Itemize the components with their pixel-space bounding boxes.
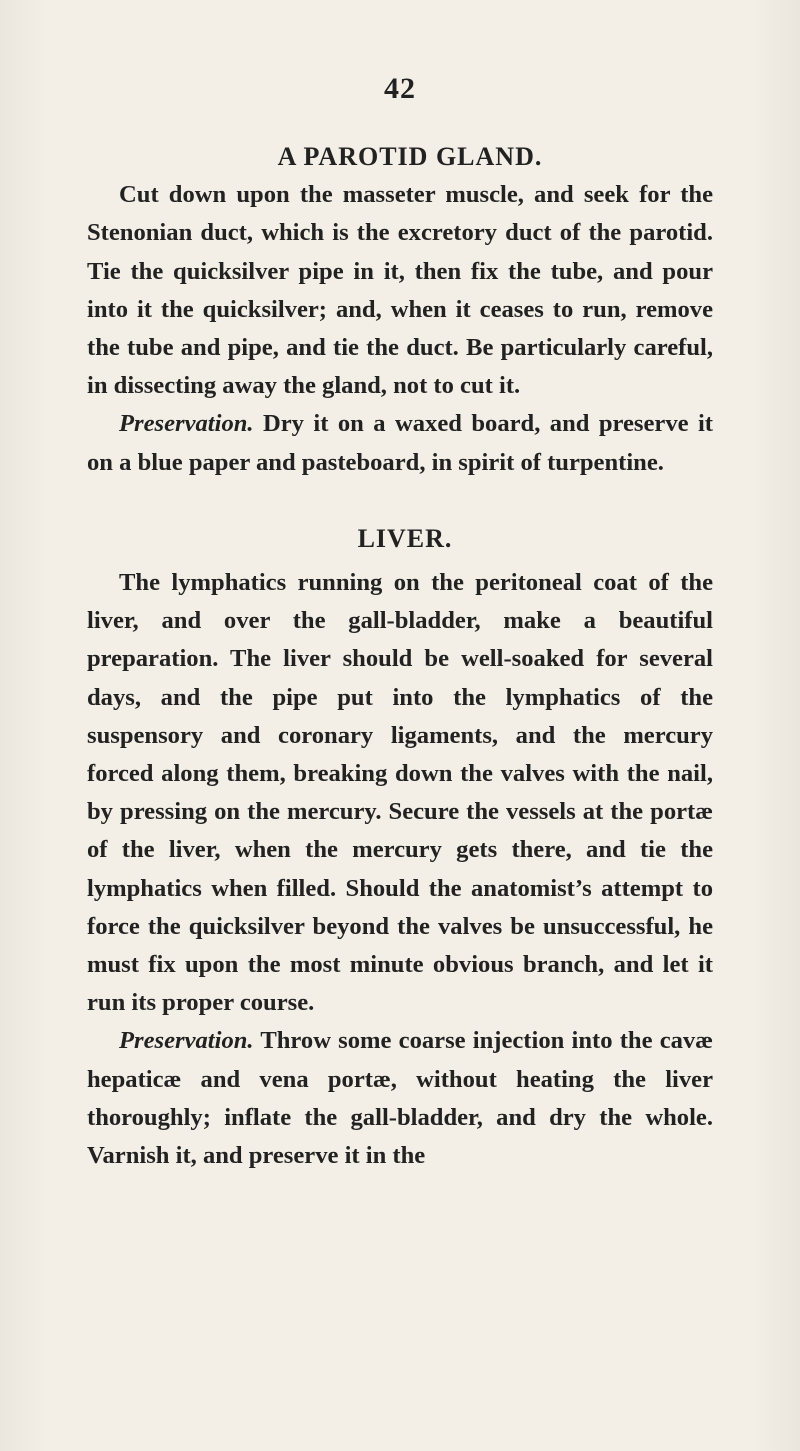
- section-heading-liver: LIVER.: [357, 523, 453, 553]
- paragraph-text: Cut down upon the masseter muscle, and seek for the Stenonian duct, which is the excretory duct of the parotid. Tie the quicksilver pipe in it, then fix the tube, and pour into it the quicksilver; and, when it ceases to run, remove the tube and pipe, and tie the duct. Be particularly careful, in dissecting away the gland, not to cut it.: [87, 181, 713, 400]
- preservation-label: Preservation.: [119, 410, 254, 438]
- page-number: 42: [384, 72, 416, 105]
- paragraph-text: Throw some coarse injection into the cavæ hepaticæ and vena portæ, without heating the liver thoroughly; inflate the gall-bladder, and dry the whole. Varnish it, and preserve it in the: [87, 1027, 713, 1170]
- section-heading-parotid-gland: A PAROTID GLAND.: [277, 142, 543, 171]
- paragraph-parotid-method: [87, 176, 713, 405]
- paragraph-liver-preservation: [87, 1022, 713, 1175]
- preservation-label: Preservation.: [119, 1027, 254, 1055]
- paragraph-text: Dry it on a waxed board, and preserve it on a blue paper and pasteboard, in spirit of turpentine.: [87, 410, 713, 476]
- page-body: [87, 138, 713, 1175]
- paragraph-parotid-preservation: [87, 405, 713, 481]
- paragraph-text: The lymphatics running on the peritoneal coat of the liver, and over the gall-bladder, make a beautiful preparation. The liver should be well-soaked for several days, and the pipe put into the lymphatics of the suspensory and coronary ligaments, and the mercury forced along them, breaking down the valves with the nail, by pressing on the mercury. Secure the vessels at the portæ of the liver, when the mercury gets there, and tie the lymphatics when filled. Should the anatomist’s attempt to force the quicksilver beyond the valves be unsuccessful, he must fix upon the most minute obvious branch, and let it run its proper course.: [87, 569, 713, 1017]
- paragraph-liver-method: [87, 564, 713, 1022]
